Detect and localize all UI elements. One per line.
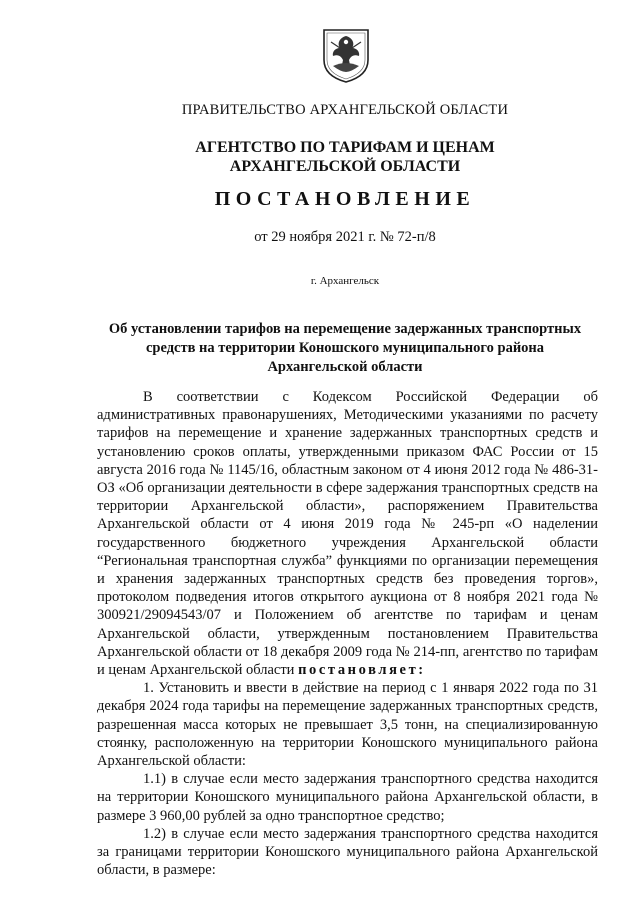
preamble-paragraph <box>97 388 598 679</box>
item-1-2-paragraph: 1.2) в случае если место задержания транспортного средства находится за границами территории Коношского муниципального района Архангельской области, в размере: <box>97 825 598 879</box>
resolution-body <box>97 388 598 879</box>
agency-name <box>0 138 640 176</box>
city-name: г. Архангельск <box>310 275 380 287</box>
agency-name-line1: АГЕНТСТВО ПО ТАРИФАМ И ЦЕНАМ <box>195 139 495 156</box>
government-name: ПРАВИТЕЛЬСТВО АРХАНГЕЛЬСКОЙ ОБЛАСТИ <box>181 102 509 118</box>
document-type-title: ПОСТАНОВЛЕНИЕ <box>214 188 476 210</box>
subject-line3: Архангельской области <box>267 359 423 375</box>
item-1-paragraph: 1. Установить и ввести в действие на период с 1 января 2022 года по 31 декабря 2024 года тарифы на перемещение задержанных транспортных средств, разрешенная масса которых не превышает 3,5 тонн, на специализированную стоянку, расположенную на территории Коношского муниципального района Архангельской области: <box>97 680 598 770</box>
subject-line2: средств на территории Коношского муниципального района <box>145 340 545 356</box>
item-1-1-paragraph: 1.1) в случае если место задержания транспортного средства находится на территории Коношского муниципального района Архангельской области, в размере 3 960,00 рублей за одно транспортное средство; <box>97 771 598 824</box>
agency-name-line2: АРХАНГЕЛЬСКОЙ ОБЛАСТИ <box>229 158 461 175</box>
date-and-number: от 29 ноября 2021 г. № 72-п/8 <box>254 229 436 245</box>
subject-line1: Об установлении тарифов на перемещение задержанных транспортных <box>108 321 582 337</box>
coat-of-arms-emblem <box>321 26 371 84</box>
resolves-word: постановляет: <box>298 662 426 679</box>
resolution-subject <box>0 320 640 377</box>
preamble-text: В соответствии с Кодексом Российской Федерации об административных правонарушениях, Методическими указаниями по расчету тарифов на перемещение и хранение задержанных транспортных средств и установлению сроков оплаты, утвержденными приказом ФАС России от 15 августа 2016 года № 1145/16, областным законом от 4 июня 2012 года № 486-31-ОЗ «Об организации деятельности в сфере задержания транспортных средств на территории Архангельской области», распоряжением Правительства Архангельской области от 4 июня 2019 года № 245-рп «О наделении государственного бюджетного учреждения Архангельской области “Региональная транспортная служба” функциями по организации перемещения и хранения задержанных транспортных средств без проведения торгов», протоколом подведения итогов открытого аукциона от 8 ноября 2021 года № 300921/29094543/07 и Положением об агентстве по тарифам и ценам Архангельской области, утвержденным постановлением Правительства Архангельской области от 18 декабря 2009 года № 214-пп, агентство по тарифам и ценам Архангельской области <box>97 389 598 679</box>
